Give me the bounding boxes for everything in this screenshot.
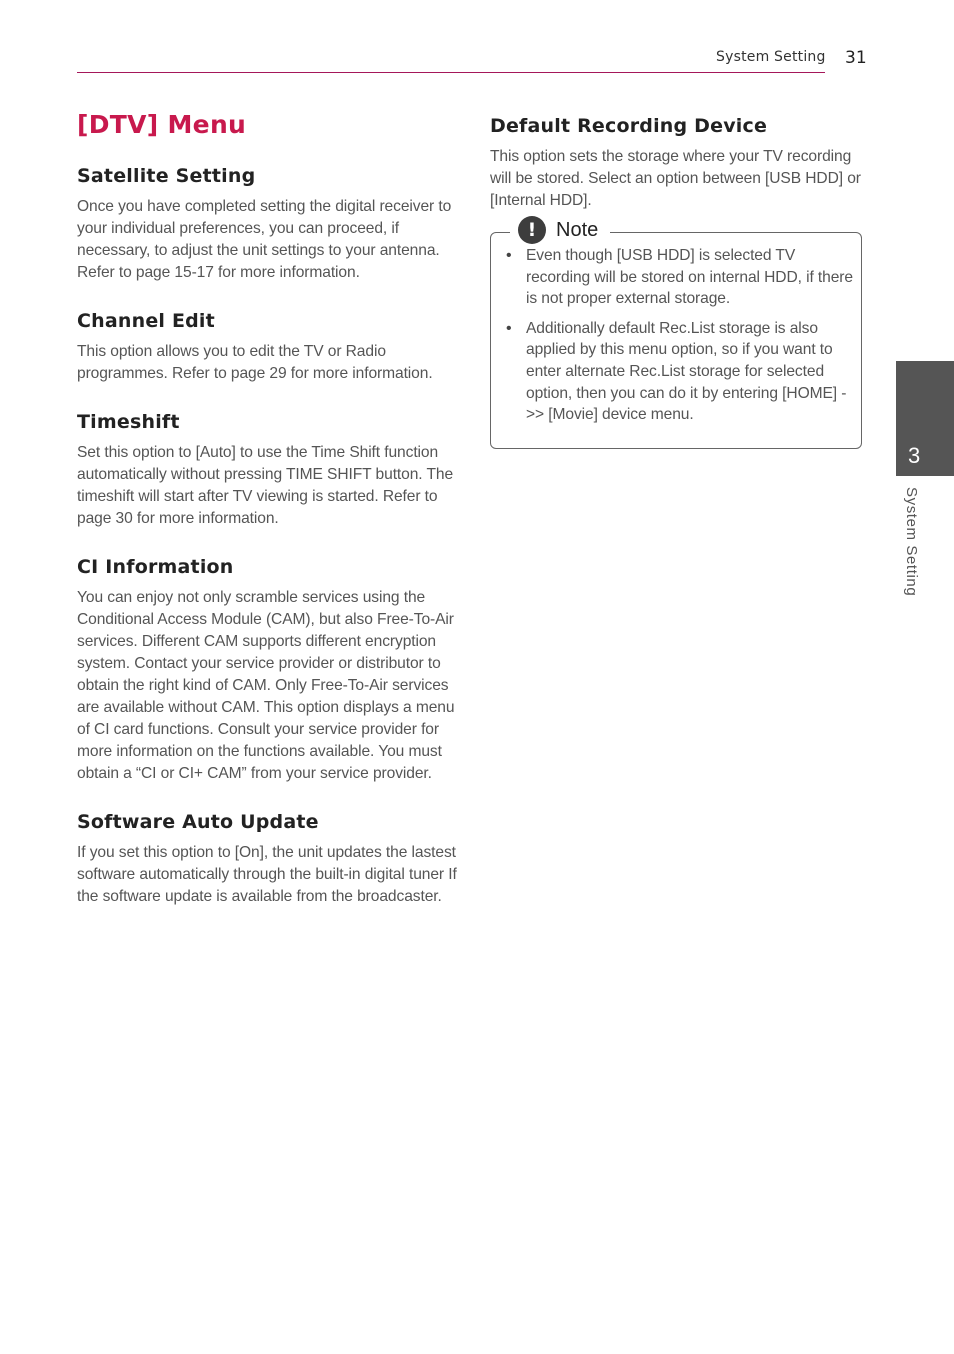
- chapter-label: System Setting: [903, 487, 920, 597]
- bullet-icon: •: [506, 319, 512, 337]
- note-item: [504, 245, 854, 310]
- section-heading: Channel Edit: [77, 310, 215, 332]
- section-heading: Timeshift: [77, 411, 180, 433]
- section-heading: Software Auto Update: [77, 811, 319, 833]
- section-channel-edit: [77, 307, 457, 385]
- section-body: Set this option to [Auto] to use the Time Shift function automatically without pressing TIME SHIFT button. The timeshift will start after TV viewing is started. Refer to page 30 for more information.: [77, 444, 454, 527]
- section-software-auto-update: [77, 808, 457, 908]
- section-timeshift: [77, 408, 457, 530]
- note-item-text: Even though [USB HDD] is selected TV recording will be stored on internal HDD, if there is not proper external storage.: [526, 247, 853, 308]
- section-heading: Satellite Setting: [77, 165, 256, 187]
- exclamation-icon: !: [518, 216, 546, 244]
- section-heading: CI Information: [77, 556, 234, 578]
- section-body: You can enjoy not only scramble services using the Conditional Access Module (CAM), but also Free-To-Air services. Different CAM supports different encryption system. Contact your service provider or distributor to obtain the right kind of CAM. Only Free-To-Air services are available without CAM. This option displays a menu of CI card functions. Consult your service provider for more information on the functions available. You must obtain a “CI or CI+ CAM” from your service provider.: [77, 589, 455, 782]
- section-satellite-setting: [77, 162, 457, 284]
- section-ci-information: [77, 553, 457, 785]
- bullet-icon: •: [506, 247, 512, 264]
- page-number: 31: [845, 48, 867, 68]
- chapter-number: 3: [908, 443, 921, 468]
- note-label: [510, 214, 610, 246]
- section-body: If you set this option to [On], the unit updates the lastest software automatically through the built-in digital tuner If the software update is available from the broadcaster.: [77, 844, 457, 905]
- note-list: [504, 245, 854, 434]
- section-body: Once you have completed setting the digital receiver to your individual preferences, you can proceed, if necessary, to adjust the unit settings to your antenna. Refer to page 15-17 for more information.: [77, 198, 452, 281]
- page-title: [DTV] Menu: [77, 110, 247, 139]
- section-body: This option allows you to edit the TV or Radio programmes. Refer to page 29 for more information.: [77, 343, 433, 382]
- note-item: [504, 318, 854, 426]
- header-divider: [77, 72, 825, 73]
- header-section-label: System Setting: [716, 49, 826, 65]
- section-heading: Default Recording Device: [490, 115, 768, 137]
- section-default-recording-device: [490, 112, 864, 212]
- note-item-text: Additionally default Rec.List storage is also applied by this menu option, so if you want to enter alternate Rec.List storage for selected option, then you can do it by entering [HOME] ->> [Movie] device menu.: [526, 319, 847, 424]
- chapter-tab: [896, 361, 954, 476]
- section-body: This option sets the storage where your TV recording will be stored. Select an option between [USB HDD] or [Internal HDD].: [490, 148, 861, 209]
- note-title: Note: [556, 218, 599, 241]
- left-column: [77, 162, 457, 931]
